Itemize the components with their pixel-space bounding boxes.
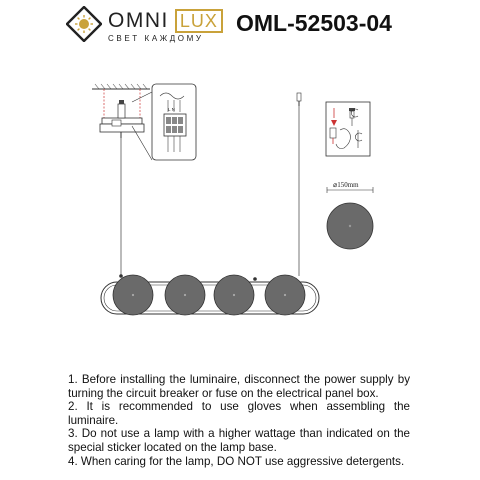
brand-logo	[108, 8, 223, 34]
cable-adjust-detail	[326, 102, 370, 156]
header	[0, 0, 480, 60]
installation-diagram	[0, 60, 480, 360]
cable-anchor-left	[119, 274, 123, 278]
brand-tagline: СВЕТ КАЖДОМУ	[108, 34, 204, 43]
instruction-2: 2. It is recommended to use gloves when assembling the luminaire.	[68, 400, 410, 427]
instruction-4: 4. When caring for the lamp, DO NOT use aggressive detergents.	[68, 454, 405, 468]
diameter-label: ⌀150mm	[333, 181, 359, 189]
diamond-sun-icon	[66, 6, 102, 42]
shade-dimension-detail	[327, 181, 373, 249]
model-number: OML-52503-04	[236, 10, 392, 36]
brand-name-lux: LUX	[175, 9, 223, 33]
right-suspension-cable	[297, 93, 301, 276]
safety-instructions	[68, 373, 410, 468]
terminal-labels: L N	[168, 107, 175, 112]
ceiling-canopy	[100, 89, 144, 138]
instruction-3: 3. Do not use a lamp with a higher wattage than indicated on the special sticker located on the lamp base.	[68, 427, 410, 454]
instruction-1: 1. Before installing the luminaire, disconnect the power supply by turning the circuit breaker or fuse on the electrical panel box.	[68, 373, 410, 400]
brand-name-omni: OMNI	[108, 9, 169, 32]
cable-anchor-right	[253, 277, 257, 281]
ceiling-line	[92, 84, 150, 89]
